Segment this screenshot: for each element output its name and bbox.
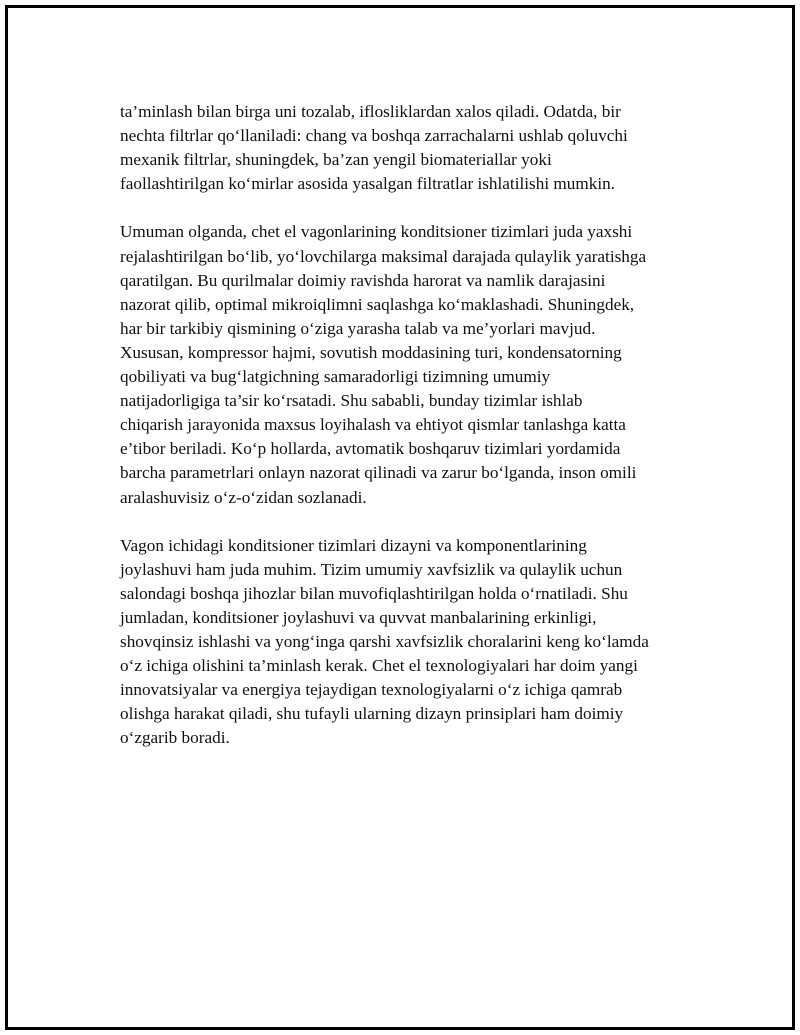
- text-line: olishga harakat qiladi, shu tufayli ularning dizayn prinsiplari ham doimiy: [120, 704, 624, 724]
- text-line: ta’minlash bilan birga uni tozalab, iflosliklardan xalos qiladi. Odatda, bir: [120, 102, 621, 121]
- text-line: natijadorligiga ta’sir ko‘rsatadi. Shu sababli, bunday tizimlar ishlab: [120, 391, 583, 411]
- text-line: har bir tarkibiy qismining o‘ziga yarasha talab va me’yorlari mavjud.: [120, 318, 596, 338]
- paragraph-2: [120, 220, 720, 509]
- text-line: innovatsiyalar va energiya tejaydigan texnologiyalarni o‘z ichiga qamrab: [120, 680, 623, 700]
- text-line: mexanik filtrlar, shuningdek, ba’zan yengil biomateriallar yoki: [120, 150, 552, 170]
- text-line: joylashuvi ham juda muhim. Tizim umumiy xavfsizlik va qulaylik uchun: [120, 559, 623, 579]
- paragraph-1: [120, 100, 720, 196]
- text-line: aralashuvisiz o‘z-o‘zidan sozlanadi.: [120, 487, 367, 507]
- text-line: nazorat qilib, optimal mikroiqlimni saqlashga ko‘maklashadi. Shuningdek,: [120, 294, 635, 314]
- text-line: faollashtirilgan ko‘mirlar asosida yasalgan filtratlar ishlatilishi mumkin.: [120, 174, 615, 194]
- text-line: Vagon ichidagi konditsioner tizimlari dizayni va komponentlarining: [120, 535, 587, 555]
- text-line: qobiliyati va bug‘latgichning samaradorligi tizimning umumiy: [120, 367, 551, 387]
- paragraph-3: [120, 534, 720, 751]
- text-line: qaratilgan. Bu qurilmalar doimiy ravishda harorat va namlik darajasini: [120, 270, 606, 290]
- text-line: o‘zgarib boradi.: [120, 728, 230, 748]
- text-line: rejalashtirilgan bo‘lib, yo‘lovchilarga maksimal darajada qulaylik yaratishga: [120, 246, 647, 266]
- document-body: [120, 100, 720, 775]
- text-line: shovqinsiz ishlashi va yong‘inga qarshi xavfsizlik choralarini keng ko‘lamda: [120, 632, 649, 652]
- text-line: chiqarish jarayonida maxsus loyihalash va ehtiyot qismlar tanlashga katta: [120, 415, 626, 435]
- page-frame: [5, 5, 795, 1030]
- text-line: barcha parametrlari onlayn nazorat qilinadi va zarur bo‘lganda, inson omili: [120, 463, 637, 483]
- text-line: nechta filtrlar qo‘llaniladi: chang va boshqa zarrachalarni ushlab qoluvchi: [120, 126, 628, 146]
- text-line: o‘z ichiga olishini ta’minlash kerak. Chet el texnologiyalari har doim yangi: [120, 656, 638, 676]
- text-line: salondagi boshqa jihozlar bilan muvofiqlashtirilgan holda o‘rnatiladi. Shu: [120, 583, 628, 603]
- text-line: Umuman olganda, chet el vagonlarining konditsioner tizimlari juda yaxshi: [120, 222, 633, 242]
- text-line: Xususan, kompressor hajmi, sovutish moddasining turi, kondensatorning: [120, 342, 622, 362]
- text-line: e’tibor beriladi. Ko‘p hollarda, avtomatik boshqaruv tizimlari yordamida: [120, 439, 621, 459]
- text-line: jumladan, konditsioner joylashuvi va quvvat manbalarining erkinligi,: [120, 607, 597, 627]
